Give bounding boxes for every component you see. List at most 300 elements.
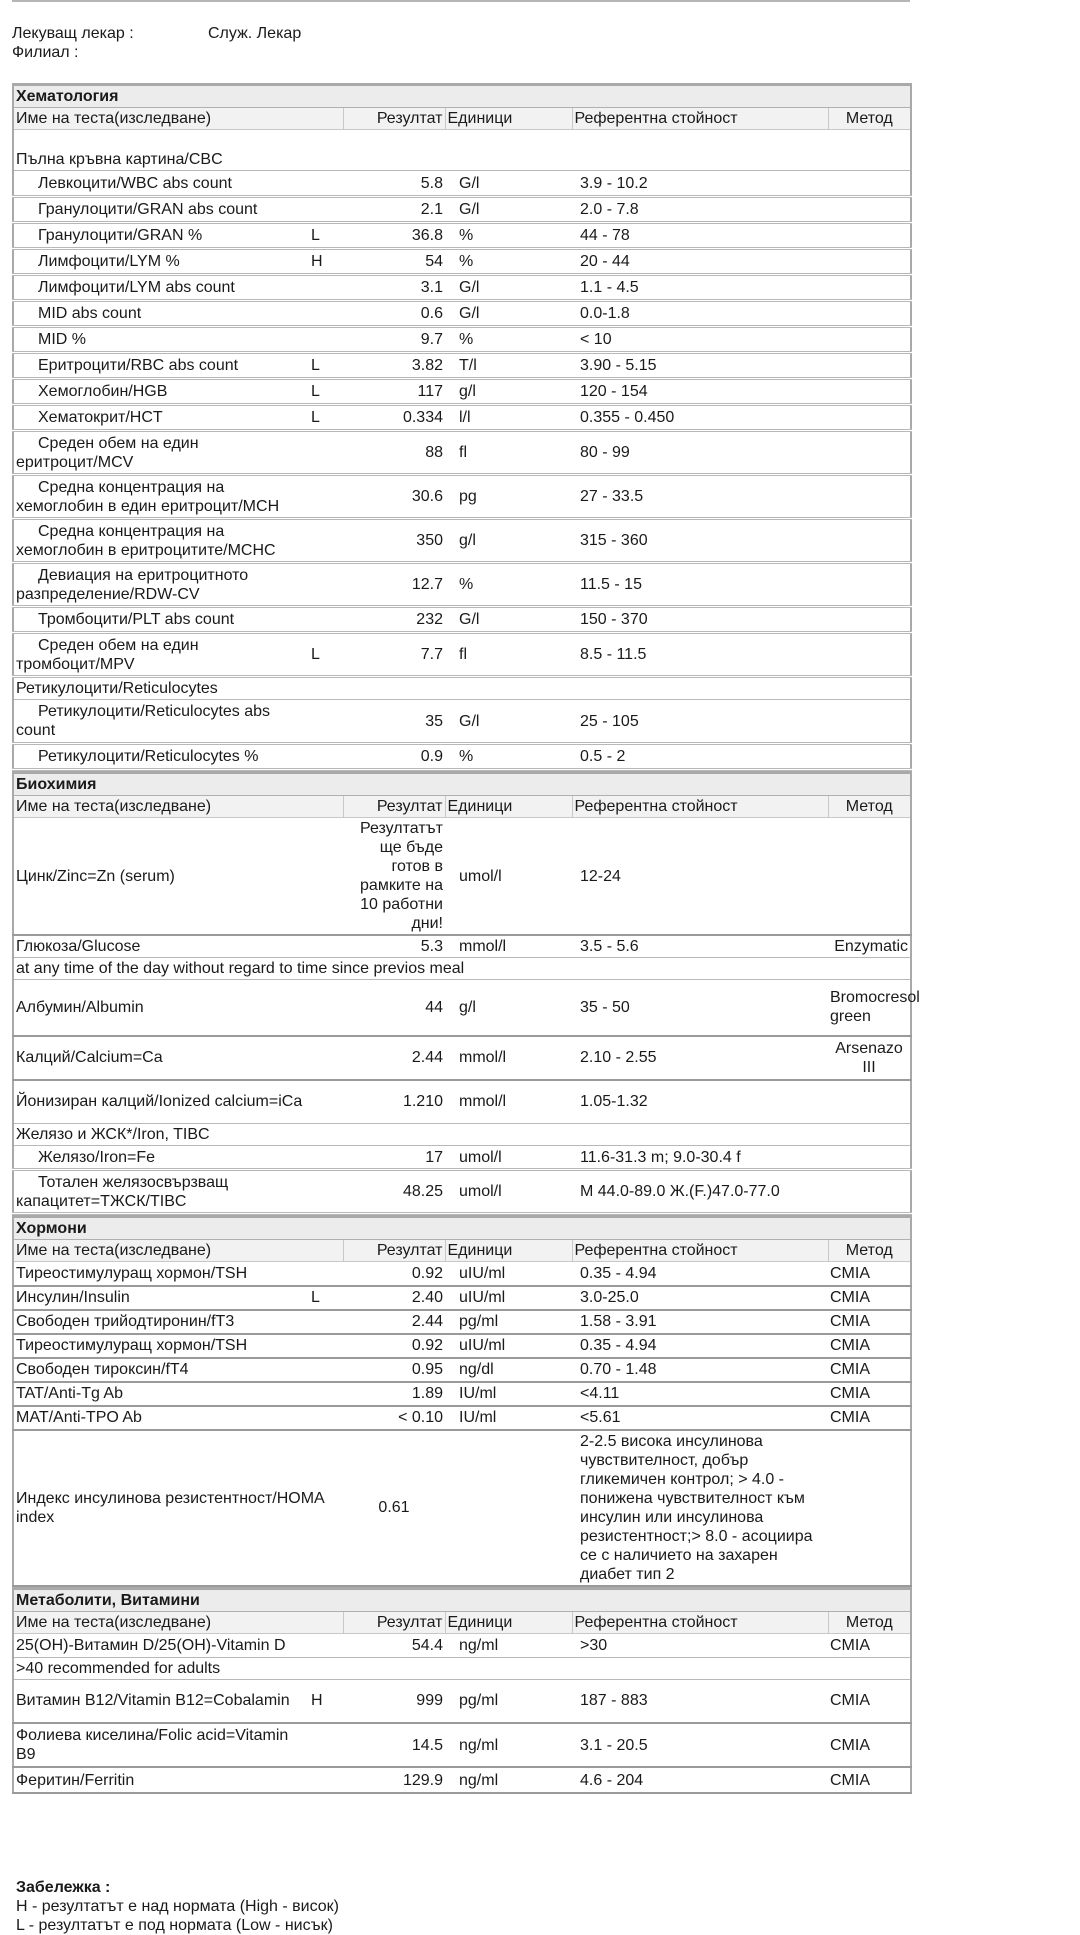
reference-range: 0.70 - 1.48 xyxy=(572,1358,828,1382)
reference-range: 0.5 - 2 xyxy=(572,744,828,770)
result-row xyxy=(13,431,911,475)
abnormal-flag xyxy=(305,1036,343,1080)
reference-range: 3.9 - 10.2 xyxy=(572,171,828,197)
result-row xyxy=(13,353,911,379)
test-units: T/l xyxy=(445,353,572,379)
test-method xyxy=(828,171,911,197)
col-header-result: Резултат xyxy=(343,1240,445,1262)
result-row xyxy=(13,744,911,770)
test-units: G/l xyxy=(445,607,572,633)
test-method xyxy=(828,197,911,223)
abnormal-flag xyxy=(305,1767,343,1793)
col-header-method: Метод xyxy=(828,1611,911,1633)
test-name: Среден обем на един тромбоцит/MPV xyxy=(13,633,305,677)
test-name: Лимфоцити/LYM % xyxy=(13,249,305,275)
hematology-section-header xyxy=(13,85,911,108)
abnormal-flag xyxy=(305,1146,343,1170)
test-result: 12.7 xyxy=(343,563,445,607)
test-units: ng/ml xyxy=(445,1633,572,1657)
test-name: MAT/Anti-TPO Ab xyxy=(13,1406,305,1430)
column-headers xyxy=(13,1611,911,1633)
reference-range: 3.1 - 20.5 xyxy=(572,1723,828,1767)
test-units: % xyxy=(445,249,572,275)
reference-range: 3.90 - 5.15 xyxy=(572,353,828,379)
abnormal-flag xyxy=(305,301,343,327)
test-units: umol/l xyxy=(445,1146,572,1170)
test-result: Резултатът ще бъде готов в рамките на 10 работни дни! xyxy=(343,818,445,936)
test-units: pg/ml xyxy=(445,1310,572,1334)
abnormal-flag xyxy=(305,1723,343,1767)
test-units: mmol/l xyxy=(445,935,572,958)
col-header-units: Единици xyxy=(445,1240,572,1262)
abnormal-flag xyxy=(305,519,343,563)
test-name: Гранулоцити/GRAN % xyxy=(13,223,305,249)
test-method xyxy=(828,405,911,431)
test-units: G/l xyxy=(445,700,572,744)
result-row xyxy=(13,1633,911,1657)
test-method: Bromocresol green xyxy=(828,980,911,1036)
test-method: CMIA xyxy=(828,1767,911,1793)
test-name: Феритин/Ferritin xyxy=(13,1767,305,1793)
col-header-method: Метод xyxy=(828,1240,911,1262)
test-name: Ретикулоцити/Reticulocytes % xyxy=(13,744,305,770)
abnormal-flag xyxy=(305,1080,343,1124)
test-name: Тиреостимулуращ хормон/TSH xyxy=(13,1334,305,1358)
test-method xyxy=(828,1080,911,1124)
reference-range: < 10 xyxy=(572,327,828,353)
test-method: CMIA xyxy=(828,1262,911,1286)
result-row xyxy=(13,1080,911,1124)
test-name: MID % xyxy=(13,327,305,353)
test-method: CMIA xyxy=(828,1679,911,1723)
test-name: Ретикулоцити/Reticulocytes abs count xyxy=(13,700,305,744)
test-units: pg xyxy=(445,475,572,519)
test-method xyxy=(828,818,911,936)
abnormal-flag xyxy=(305,607,343,633)
test-method xyxy=(828,431,911,475)
previous-table-bottom-edge xyxy=(12,0,910,2)
test-method xyxy=(828,563,911,607)
abnormal-flag xyxy=(305,818,343,936)
col-header-result: Резултат xyxy=(343,1611,445,1633)
abnormal-flag: L xyxy=(305,633,343,677)
test-name: 25(OH)-Витамин D/25(OH)-Vitamin D xyxy=(13,1633,305,1657)
test-result: 1.210 xyxy=(343,1080,445,1124)
result-row xyxy=(13,700,911,744)
test-result: 0.334 xyxy=(343,405,445,431)
abnormal-flag xyxy=(305,935,343,958)
reference-range: >30 xyxy=(572,1633,828,1657)
abnormal-flag: L xyxy=(305,1286,343,1310)
col-header-method: Метод xyxy=(828,796,911,818)
test-result: 3.82 xyxy=(343,353,445,379)
col-header-reference: Референтна стойност xyxy=(572,108,828,130)
test-units: umol/l xyxy=(445,818,572,936)
test-result: 14.5 xyxy=(343,1723,445,1767)
legend-note xyxy=(16,1878,339,1935)
treating-doctor-line xyxy=(12,24,301,43)
test-name: Еритроцити/RBC abs count xyxy=(13,353,305,379)
abnormal-flag xyxy=(305,1310,343,1334)
result-row xyxy=(13,327,911,353)
abnormal-flag xyxy=(305,1262,343,1286)
test-method: CMIA xyxy=(828,1406,911,1430)
reference-range: 1.05-1.32 xyxy=(572,1080,828,1124)
test-name: Хемоглобин/HGB xyxy=(13,379,305,405)
result-row xyxy=(13,1382,911,1406)
test-name: TAT/Anti-Tg Ab xyxy=(13,1382,305,1406)
test-name: Средна концентрация на хемоглобин в един еритроцит/MCH xyxy=(13,475,305,519)
test-units: fl xyxy=(445,431,572,475)
test-name: Тиреостимулуращ хормон/TSH xyxy=(13,1262,305,1286)
result-row-homa xyxy=(13,1430,911,1586)
test-result: 0.92 xyxy=(343,1262,445,1286)
test-units: g/l xyxy=(445,379,572,405)
reference-range: 2.0 - 7.8 xyxy=(572,197,828,223)
reference-range: 11.5 - 15 xyxy=(572,563,828,607)
col-header-units: Единици xyxy=(445,108,572,130)
test-units: fl xyxy=(445,633,572,677)
abnormal-flag xyxy=(305,563,343,607)
test-units: G/l xyxy=(445,275,572,301)
reference-range: 20 - 44 xyxy=(572,249,828,275)
col-header-method: Метод xyxy=(828,108,911,130)
abnormal-flag xyxy=(305,1170,343,1214)
reference-range: 0.0-1.8 xyxy=(572,301,828,327)
test-name: Среден обем на един еритроцит/MCV xyxy=(13,431,305,475)
branch-label: Филиал : xyxy=(12,44,79,61)
legend-title: Забележка : xyxy=(16,1879,111,1896)
abnormal-flag xyxy=(305,1334,343,1358)
test-method: CMIA xyxy=(828,1286,911,1310)
result-row xyxy=(13,633,911,677)
abnormal-flag xyxy=(305,327,343,353)
test-method: CMIA xyxy=(828,1382,911,1406)
test-name: Свободен трийодтиронин/fT3 xyxy=(13,1310,305,1334)
test-units: mmol/l xyxy=(445,1080,572,1124)
test-method: Arsenazo III xyxy=(828,1036,911,1080)
group-title: Ретикулоцити/Reticulocytes xyxy=(13,677,911,700)
biochemistry-section-header xyxy=(13,773,911,796)
test-units: ng/dl xyxy=(445,1358,572,1382)
result-row xyxy=(13,171,911,197)
group-title: Желязо и ЖСК*/Iron, TIBC xyxy=(13,1124,911,1146)
test-result: 0.61 xyxy=(343,1430,445,1586)
abnormal-flag: L xyxy=(305,353,343,379)
result-row xyxy=(13,1310,911,1334)
abnormal-flag: L xyxy=(305,405,343,431)
col-header-units: Единици xyxy=(445,796,572,818)
col-header-units: Единици xyxy=(445,1611,572,1633)
test-method xyxy=(828,301,911,327)
result-row xyxy=(13,475,911,519)
col-header-reference: Референтна стойност xyxy=(572,796,828,818)
col-header-reference: Референтна стойност xyxy=(572,1240,828,1262)
test-units: pg/ml xyxy=(445,1679,572,1723)
test-result: 44 xyxy=(343,980,445,1036)
test-units xyxy=(445,1430,572,1586)
abnormal-flag xyxy=(305,1633,343,1657)
test-units: G/l xyxy=(445,171,572,197)
vitamin-d-note xyxy=(13,1657,911,1679)
hormones-section-header xyxy=(13,1217,911,1240)
test-name: Гранулоцити/GRAN abs count xyxy=(13,197,305,223)
lab-report xyxy=(12,83,920,1794)
abnormal-flag xyxy=(305,197,343,223)
treating-doctor-value: Служ. Лекар xyxy=(208,25,302,42)
test-result: 2.44 xyxy=(343,1310,445,1334)
test-result: 0.6 xyxy=(343,301,445,327)
result-row xyxy=(13,607,911,633)
reference-range: 2.10 - 2.55 xyxy=(572,1036,828,1080)
col-header-reference: Референтна стойност xyxy=(572,1611,828,1633)
abnormal-flag xyxy=(305,475,343,519)
test-result: 1.89 xyxy=(343,1382,445,1406)
test-units: umol/l xyxy=(445,1170,572,1214)
group-iron xyxy=(13,1124,911,1146)
section-title: Хормони xyxy=(13,1217,911,1240)
test-result: 2.44 xyxy=(343,1036,445,1080)
test-result: 17 xyxy=(343,1146,445,1170)
reference-range: <4.11 xyxy=(572,1382,828,1406)
test-result: 5.3 xyxy=(343,935,445,958)
test-units: G/l xyxy=(445,197,572,223)
test-result: 35 xyxy=(343,700,445,744)
test-units: uIU/ml xyxy=(445,1334,572,1358)
column-headers xyxy=(13,1240,911,1262)
test-result: 0.95 xyxy=(343,1358,445,1382)
test-method xyxy=(828,700,911,744)
result-row xyxy=(13,980,911,1036)
test-method: CMIA xyxy=(828,1334,911,1358)
test-method xyxy=(828,1170,911,1214)
test-name: Витамин B12/Vitamin B12=Cobalamin xyxy=(13,1679,305,1723)
test-method xyxy=(828,353,911,379)
test-method: CMIA xyxy=(828,1633,911,1657)
test-result: 3.1 xyxy=(343,275,445,301)
metabolites-section-header xyxy=(13,1588,911,1611)
test-result: 232 xyxy=(343,607,445,633)
result-row xyxy=(13,379,911,405)
result-row xyxy=(13,1170,911,1214)
test-method xyxy=(828,475,911,519)
column-headers xyxy=(13,796,911,818)
result-row xyxy=(13,1036,911,1080)
result-row xyxy=(13,223,911,249)
reference-range: 4.6 - 204 xyxy=(572,1767,828,1793)
abnormal-flag: H xyxy=(305,249,343,275)
test-units: g/l xyxy=(445,519,572,563)
abnormal-flag: L xyxy=(305,223,343,249)
reference-range: 0.355 - 0.450 xyxy=(572,405,828,431)
group-title: Пълна кръвна картина/CBC xyxy=(13,130,911,171)
glucose-note xyxy=(13,958,911,980)
test-result: 2.1 xyxy=(343,197,445,223)
abnormal-flag xyxy=(305,431,343,475)
test-result: 129.9 xyxy=(343,1767,445,1793)
result-row xyxy=(13,197,911,223)
abnormal-flag xyxy=(305,275,343,301)
result-row xyxy=(13,1358,911,1382)
test-name: Цинк/Zinc=Zn (serum) xyxy=(13,818,305,936)
test-name: Хематокрит/HCT xyxy=(13,405,305,431)
test-result: 88 xyxy=(343,431,445,475)
legend-low: L - резултатът е под нормата (Low - нисък) xyxy=(16,1917,333,1934)
test-result: 48.25 xyxy=(343,1170,445,1214)
abnormal-flag xyxy=(305,1406,343,1430)
test-units: IU/ml xyxy=(445,1382,572,1406)
col-header-name: Име на теста(изследване) xyxy=(13,108,343,130)
test-result: 0.9 xyxy=(343,744,445,770)
test-units: % xyxy=(445,223,572,249)
test-method: CMIA xyxy=(828,1723,911,1767)
test-units: uIU/ml xyxy=(445,1262,572,1286)
reference-range: 27 - 33.5 xyxy=(572,475,828,519)
reference-range: 25 - 105 xyxy=(572,700,828,744)
test-result: < 0.10 xyxy=(343,1406,445,1430)
test-result: 0.92 xyxy=(343,1334,445,1358)
hematology-table xyxy=(12,83,912,771)
group-title: at any time of the day without regard to time since previos meal xyxy=(13,958,911,980)
test-units: G/l xyxy=(445,301,572,327)
branch-line xyxy=(12,43,208,62)
reference-range: 150 - 370 xyxy=(572,607,828,633)
test-name: Фолиева киселина/Folic acid=Vitamin B9 xyxy=(13,1723,305,1767)
test-units: IU/ml xyxy=(445,1406,572,1430)
treating-doctor-label: Лекуващ лекар : xyxy=(12,25,134,42)
column-headers xyxy=(13,108,911,130)
test-method xyxy=(828,1146,911,1170)
hormones-table xyxy=(12,1215,912,1587)
result-row xyxy=(13,1262,911,1286)
result-row xyxy=(13,1146,911,1170)
col-header-result: Резултат xyxy=(343,796,445,818)
abnormal-flag: H xyxy=(305,1679,343,1723)
test-name: Тотален желязосвързващ капацитет=ТЖСК/TIBC xyxy=(13,1170,305,1214)
test-units: l/l xyxy=(445,405,572,431)
result-row xyxy=(13,563,911,607)
col-header-result: Резултат xyxy=(343,108,445,130)
group-title: >40 recommended for adults xyxy=(13,1657,911,1679)
result-row xyxy=(13,818,911,936)
test-units: % xyxy=(445,563,572,607)
test-name: Калций/Calcium=Ca xyxy=(13,1036,305,1080)
abnormal-flag xyxy=(305,1358,343,1382)
test-method: Enzymatic xyxy=(828,935,911,958)
group-reticulocytes xyxy=(13,677,911,700)
test-name: Свободен тироксин/fT4 xyxy=(13,1358,305,1382)
reference-range: 44 - 78 xyxy=(572,223,828,249)
test-method xyxy=(828,744,911,770)
result-row xyxy=(13,1679,911,1723)
test-name: Левкоцити/WBC abs count xyxy=(13,171,305,197)
result-row xyxy=(13,1767,911,1793)
reference-range: 315 - 360 xyxy=(572,519,828,563)
biochemistry-table xyxy=(12,771,920,1215)
test-result: 117 xyxy=(343,379,445,405)
legend-high: H - резултатът е над нормата (High - висок) xyxy=(16,1898,339,1915)
section-title: Хематология xyxy=(13,85,911,108)
reference-range: 0.35 - 4.94 xyxy=(572,1262,828,1286)
result-row xyxy=(13,519,911,563)
test-result: 999 xyxy=(343,1679,445,1723)
test-units: % xyxy=(445,744,572,770)
test-name: Желязо/Iron=Fe xyxy=(13,1146,305,1170)
test-units: uIU/ml xyxy=(445,1286,572,1310)
test-method xyxy=(828,249,911,275)
abnormal-flag xyxy=(305,700,343,744)
test-result: 9.7 xyxy=(343,327,445,353)
test-result: 7.7 xyxy=(343,633,445,677)
test-name: MID abs count xyxy=(13,301,305,327)
reference-range: 2-2.5 висока инсулинова чувствителност, добър гликемичен контрол; > 4.0 - понижена чувствителност към инсулин или инсулинова резистентност;> 8.0 - асоциира се с наличието на захарен диабет тип 2 xyxy=(572,1430,911,1586)
reference-range: 80 - 99 xyxy=(572,431,828,475)
test-name: Лимфоцити/LYM abs count xyxy=(13,275,305,301)
reference-range: 3.0-25.0 xyxy=(572,1286,828,1310)
result-row xyxy=(13,1286,911,1310)
reference-range: <5.61 xyxy=(572,1406,828,1430)
test-result: 54 xyxy=(343,249,445,275)
reference-range: 12-24 xyxy=(572,818,828,936)
test-result: 30.6 xyxy=(343,475,445,519)
test-units: % xyxy=(445,327,572,353)
test-method xyxy=(828,327,911,353)
test-method xyxy=(828,519,911,563)
result-row xyxy=(13,405,911,431)
col-header-name: Име на теста(изследване) xyxy=(13,796,343,818)
result-row xyxy=(13,1406,911,1430)
test-result: 2.40 xyxy=(343,1286,445,1310)
result-row xyxy=(13,1334,911,1358)
test-units: mmol/l xyxy=(445,1036,572,1080)
result-row xyxy=(13,301,911,327)
test-name: Средна концентрация на хемоглобин в еритроцитите/MCHC xyxy=(13,519,305,563)
test-name: Инсулин/Insulin xyxy=(13,1286,305,1310)
reference-range: 11.6-31.3 m; 9.0-30.4 f xyxy=(572,1146,828,1170)
test-units: ng/ml xyxy=(445,1723,572,1767)
test-method xyxy=(828,275,911,301)
reference-range: 1.1 - 4.5 xyxy=(572,275,828,301)
reference-range: 187 - 883 xyxy=(572,1679,828,1723)
test-units: g/l xyxy=(445,980,572,1036)
test-method xyxy=(828,379,911,405)
section-title: Биохимия xyxy=(13,773,911,796)
test-method xyxy=(828,633,911,677)
test-method: CMIA xyxy=(828,1310,911,1334)
abnormal-flag xyxy=(305,744,343,770)
col-header-name: Име на теста(изследване) xyxy=(13,1611,343,1633)
test-name: Девиация на еритроцитното разпределение/RDW-CV xyxy=(13,563,305,607)
reference-range: 0.35 - 4.94 xyxy=(572,1334,828,1358)
reference-range: 120 - 154 xyxy=(572,379,828,405)
test-method xyxy=(828,607,911,633)
result-row xyxy=(13,275,911,301)
group-cbc xyxy=(13,130,911,171)
test-method xyxy=(828,223,911,249)
reference-range: 1.58 - 3.91 xyxy=(572,1310,828,1334)
test-name: Тромбоцити/PLT abs count xyxy=(13,607,305,633)
abnormal-flag xyxy=(305,980,343,1036)
reference-range: М 44.0-89.0 Ж.(F.)47.0-77.0 xyxy=(572,1170,828,1214)
test-units: ng/ml xyxy=(445,1767,572,1793)
test-result: 5.8 xyxy=(343,171,445,197)
result-row xyxy=(13,249,911,275)
test-name: Глюкоза/Glucose xyxy=(13,935,305,958)
reference-range: 35 - 50 xyxy=(572,980,828,1036)
test-result: 350 xyxy=(343,519,445,563)
reference-range: 3.5 - 5.6 xyxy=(572,935,828,958)
section-title: Метаболити, Витамини xyxy=(13,1588,911,1611)
